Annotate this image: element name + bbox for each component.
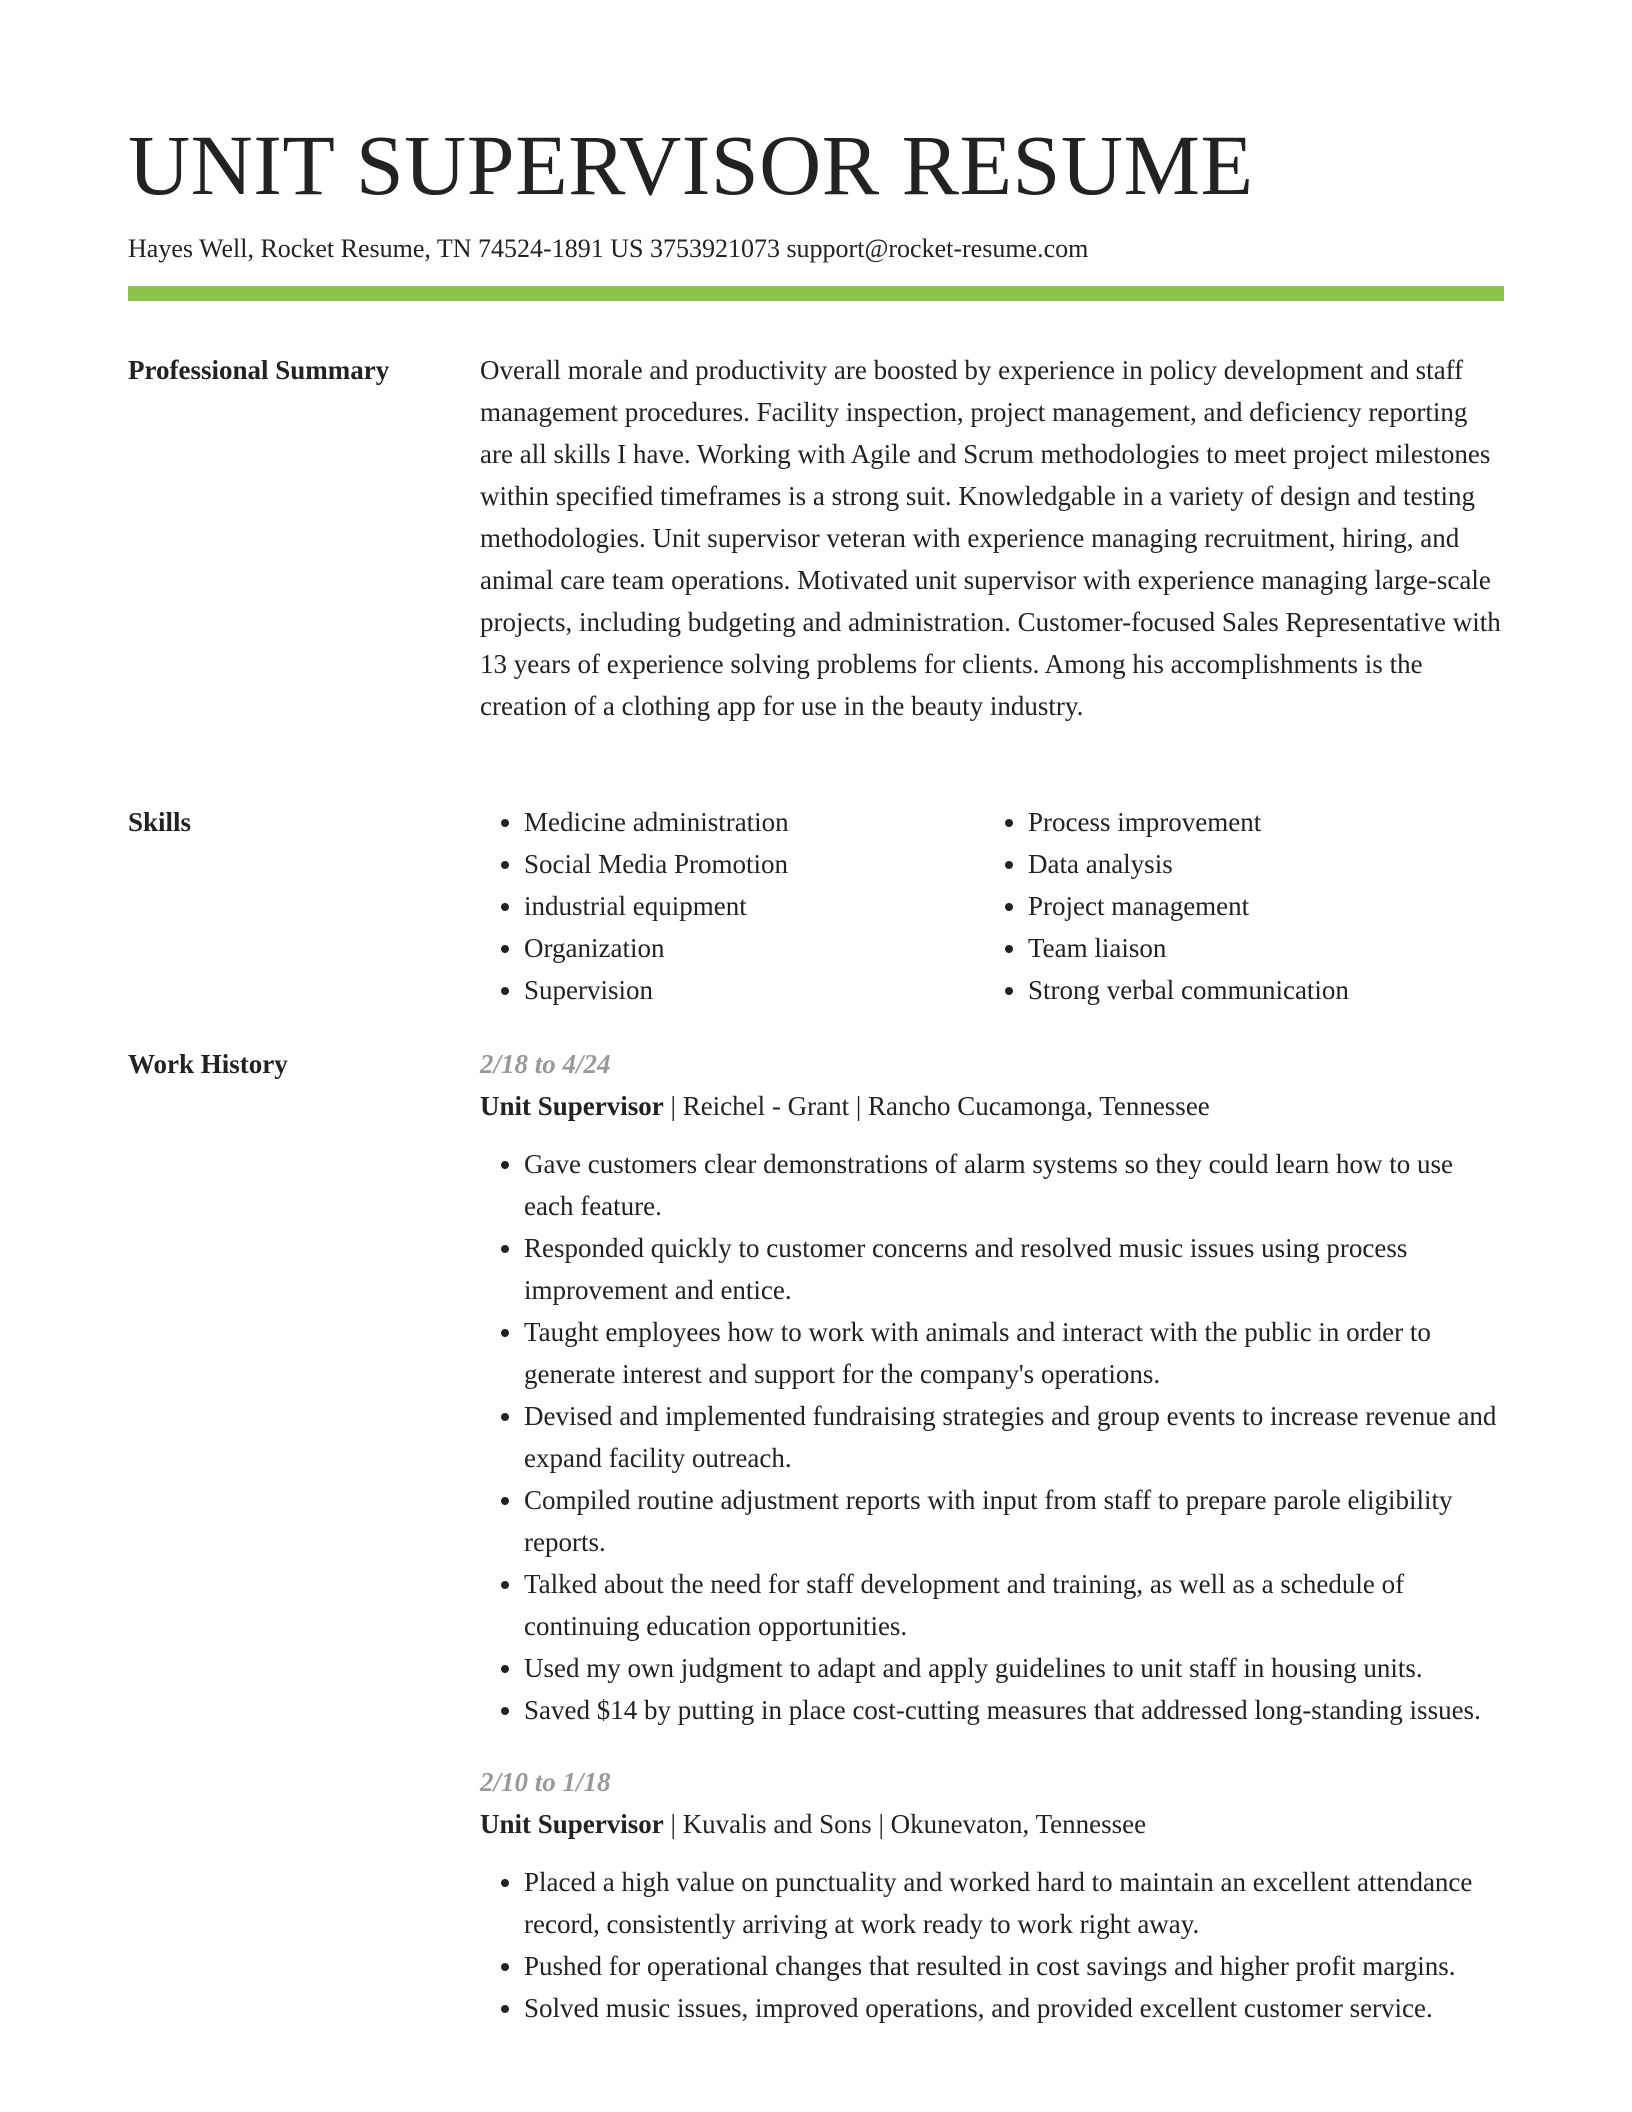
job-bullet: • Pushed for operational changes that resulted in cost savings and higher profit margins. (524, 1945, 1504, 1987)
skills-label: Skills (128, 807, 192, 837)
skill-item: • Medicine administration (524, 801, 984, 843)
skill-item: • Supervision (524, 969, 984, 1011)
job-bullet: • Devised and implemented fundraising strategies and group events to increase revenue and expand facility outreach. (524, 1395, 1504, 1479)
skills-list-right (984, 801, 1488, 1011)
job-entry (480, 1043, 1504, 1731)
job-bullets (480, 1143, 1504, 1731)
job-title: Unit Supervisor (480, 1809, 664, 1839)
job-bullet: • Used my own judgment to adapt and apply guidelines to unit staff in housing units. (524, 1647, 1504, 1689)
skill-item: • Process improvement (1028, 801, 1488, 843)
contact-line: Hayes Well, Rocket Resume, TN 74524-1891 US 3753921073 support@rocket-resume.com (128, 234, 1089, 263)
job-separator: | (663, 1091, 683, 1121)
skill-item: • Data analysis (1028, 843, 1488, 885)
work-history-label: Work History (128, 1049, 288, 1079)
summary-text: Overall morale and productivity are boosted by experience in policy development and staff management procedures. Facility inspection, project management, and deficiency reporting are all skills I have. Working with Agile and Scrum methodologies to meet project milestones within specified timeframes is a strong suit. Knowledgable in a variety of design and testing methodologies. Unit supervisor veteran with experience managing recruitment, hiring, and animal care team operations. Motivated unit supervisor with experience managing large-scale projects, including budgeting and administration. Customer-focused Sales Representative with 13 years of experience solving problems for clients. Among his accomplishments is the creation of a clothing app for use in the beauty industry. (480, 355, 1501, 721)
job-bullet: • Taught employees how to work with animals and interact with the public in order to generate interest and support for the company's operations. (524, 1311, 1504, 1395)
job-bullet: • Placed a high value on punctuality and worked hard to maintain an excellent attendance record, consistently arriving at work ready to work right away. (524, 1861, 1504, 1945)
job-title-line (480, 1803, 1504, 1845)
skill-item: • Organization (524, 927, 984, 969)
job-bullet: • Compiled routine adjustment reports with input from staff to prepare parole eligibility reports. (524, 1479, 1504, 1563)
skill-item: • Project management (1028, 885, 1488, 927)
skill-item: • Team liaison (1028, 927, 1488, 969)
job-bullet: • Gave customers clear demonstrations of alarm systems so they could learn how to use each feature. (524, 1143, 1504, 1227)
job-dates: 2/18 to 4/24 (480, 1049, 611, 1079)
skill-item: • Strong verbal communication (1028, 969, 1488, 1011)
job-bullets (480, 1861, 1504, 2029)
job-dates: 2/10 to 1/18 (480, 1767, 611, 1797)
job-title: Unit Supervisor (480, 1091, 664, 1121)
job-details: Reichel - Grant | Rancho Cucamonga, Tennessee (682, 1091, 1210, 1121)
resume-title: UNIT SUPERVISOR RESUME (128, 117, 1254, 213)
job-bullet: • Saved $14 by putting in place cost-cutting measures that addressed long-standing issues. (524, 1689, 1504, 1731)
accent-divider (128, 286, 1504, 301)
job-separator: | (663, 1809, 683, 1839)
skill-item: • Social Media Promotion (524, 843, 984, 885)
skill-item: • industrial equipment (524, 885, 984, 927)
skills-list-left (480, 801, 984, 1011)
summary-label: Professional Summary (128, 355, 390, 385)
job-details: Kuvalis and Sons | Okunevaton, Tennessee (682, 1809, 1147, 1839)
job-bullet: • Talked about the need for staff development and training, as well as a schedule of continuing education opportunities. (524, 1563, 1504, 1647)
job-bullet: • Responded quickly to customer concerns and resolved music issues using process improvement and entice. (524, 1227, 1504, 1311)
job-bullet: • Solved music issues, improved operations, and provided excellent customer service. (524, 1987, 1504, 2029)
job-entry (480, 1761, 1504, 2029)
job-title-line (480, 1085, 1504, 1127)
